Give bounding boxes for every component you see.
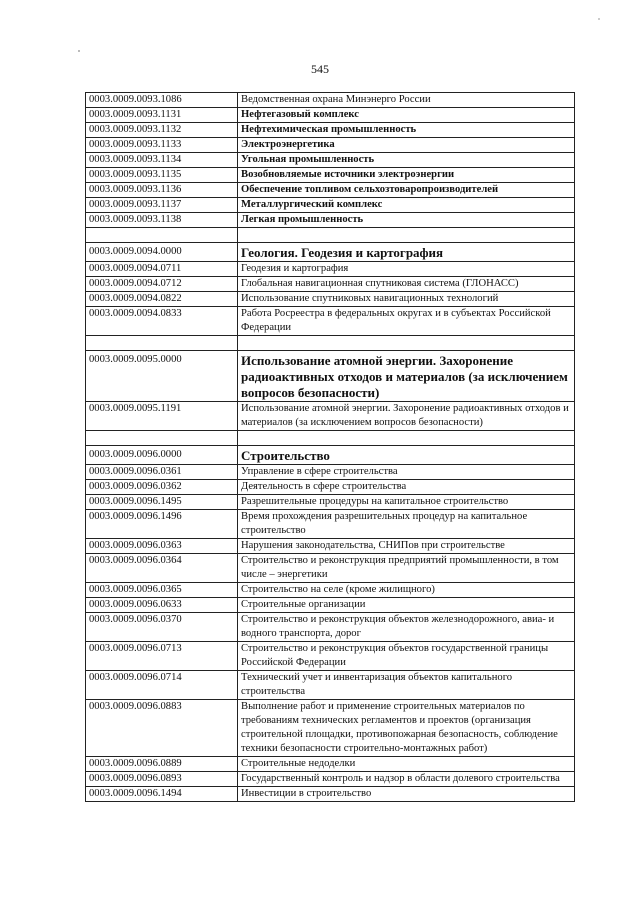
table-row	[86, 700, 575, 757]
code-cell	[86, 336, 238, 351]
code-cell: 0003.0009.0096.0365	[86, 583, 238, 598]
code-cell: 0003.0009.0093.1131	[86, 108, 238, 123]
table-row	[86, 183, 575, 198]
name-cell: Разрешительные процедуры на капитальное строительство	[238, 495, 575, 510]
code-cell: 0003.0009.0093.1136	[86, 183, 238, 198]
table-row	[86, 402, 575, 431]
table-row	[86, 262, 575, 277]
section-title-cell: Использование атомной энергии. Захоронение радиоактивных отходов и материалов (за исключением вопросов безопасности)	[238, 351, 575, 402]
classifier-table	[85, 92, 575, 802]
name-cell: Деятельность в сфере строительства	[238, 480, 575, 495]
section-heading-row	[86, 351, 575, 402]
table-row	[86, 554, 575, 583]
name-cell: Инвестиции в строительство	[238, 787, 575, 802]
table-row	[86, 292, 575, 307]
classifier-table-body	[86, 93, 575, 802]
table-row	[86, 465, 575, 480]
table-row	[86, 772, 575, 787]
table-row	[86, 583, 575, 598]
name-cell: Строительство и реконструкция объектов железнодорожного, авиа- и водного транспорта, дорог	[238, 613, 575, 642]
table-row	[86, 787, 575, 802]
code-cell: 0003.0009.0096.0364	[86, 554, 238, 583]
code-cell: 0003.0009.0096.1494	[86, 787, 238, 802]
code-cell: 0003.0009.0096.0893	[86, 772, 238, 787]
code-cell: 0003.0009.0093.1137	[86, 198, 238, 213]
name-cell: Ведомственная охрана Минэнерго России	[238, 93, 575, 108]
name-cell	[238, 228, 575, 243]
table-row	[86, 138, 575, 153]
table-row	[86, 123, 575, 138]
code-cell: 0003.0009.0095.1191	[86, 402, 238, 431]
name-cell: Строительство на селе (кроме жилищного)	[238, 583, 575, 598]
name-cell: Работа Росреестра в федеральных округах и в субъектах Российской Федерации	[238, 307, 575, 336]
section-title-cell: Строительство	[238, 446, 575, 465]
section-heading-row	[86, 243, 575, 262]
page-number: 545	[311, 62, 329, 76]
code-cell: 0003.0009.0096.0883	[86, 700, 238, 757]
code-cell: 0003.0009.0093.1134	[86, 153, 238, 168]
table-row	[86, 277, 575, 292]
scan-speck	[598, 18, 600, 20]
code-cell: 0003.0009.0094.0822	[86, 292, 238, 307]
name-cell	[238, 336, 575, 351]
code-cell: 0003.0009.0094.0000	[86, 243, 238, 262]
code-cell: 0003.0009.0093.1133	[86, 138, 238, 153]
table-row	[86, 108, 575, 123]
code-cell: 0003.0009.0096.0000	[86, 446, 238, 465]
table-row	[86, 480, 575, 495]
name-cell: Использование спутниковых навигационных технологий	[238, 292, 575, 307]
name-cell: Металлургический комплекс	[238, 198, 575, 213]
code-cell: 0003.0009.0093.1135	[86, 168, 238, 183]
code-cell: 0003.0009.0096.0361	[86, 465, 238, 480]
section-title-cell: Геология. Геодезия и картография	[238, 243, 575, 262]
name-cell: Строительные организации	[238, 598, 575, 613]
table-row	[86, 671, 575, 700]
name-cell: Время прохождения разрешительных процедур на капитальное строительство	[238, 510, 575, 539]
code-cell: 0003.0009.0096.0362	[86, 480, 238, 495]
code-cell: 0003.0009.0096.1495	[86, 495, 238, 510]
code-cell: 0003.0009.0094.0833	[86, 307, 238, 336]
name-cell: Возобновляемые источники электроэнергии	[238, 168, 575, 183]
table-row	[86, 213, 575, 228]
table-row	[86, 642, 575, 671]
table-row	[86, 598, 575, 613]
code-cell: 0003.0009.0093.1138	[86, 213, 238, 228]
name-cell	[238, 431, 575, 446]
code-cell	[86, 228, 238, 243]
table-row	[86, 757, 575, 772]
name-cell: Угольная промышленность	[238, 153, 575, 168]
name-cell: Строительство и реконструкция предприятий промышленности, в том числе – энергетики	[238, 554, 575, 583]
code-cell: 0003.0009.0094.0711	[86, 262, 238, 277]
name-cell: Легкая промышленность	[238, 213, 575, 228]
name-cell: Строительные недоделки	[238, 757, 575, 772]
code-cell: 0003.0009.0096.0370	[86, 613, 238, 642]
code-cell: 0003.0009.0096.0714	[86, 671, 238, 700]
table-row	[86, 198, 575, 213]
table-row	[86, 510, 575, 539]
code-cell: 0003.0009.0095.0000	[86, 351, 238, 402]
spacer-row	[86, 336, 575, 351]
table-row	[86, 153, 575, 168]
name-cell: Нарушения законодательства, СНИПов при строительстве	[238, 539, 575, 554]
code-cell: 0003.0009.0093.1132	[86, 123, 238, 138]
name-cell: Использование атомной энергии. Захоронение радиоактивных отходов и материалов (за исключением вопросов безопасности)	[238, 402, 575, 431]
code-cell	[86, 431, 238, 446]
name-cell: Строительство и реконструкция объектов государственной границы Российской Федерации	[238, 642, 575, 671]
table-row	[86, 495, 575, 510]
name-cell: Электроэнергетика	[238, 138, 575, 153]
table-row	[86, 93, 575, 108]
name-cell: Глобальная навигационная спутниковая система (ГЛОНАСС)	[238, 277, 575, 292]
name-cell: Обеспечение топливом сельхозтоваропроизводителей	[238, 183, 575, 198]
code-cell: 0003.0009.0096.0363	[86, 539, 238, 554]
code-cell: 0003.0009.0093.1086	[86, 93, 238, 108]
code-cell: 0003.0009.0096.0633	[86, 598, 238, 613]
code-cell: 0003.0009.0096.0889	[86, 757, 238, 772]
table-row	[86, 168, 575, 183]
name-cell: Нефтехимическая промышленность	[238, 123, 575, 138]
name-cell: Геодезия и картография	[238, 262, 575, 277]
name-cell: Нефтегазовый комплекс	[238, 108, 575, 123]
code-cell: 0003.0009.0096.1496	[86, 510, 238, 539]
spacer-row	[86, 228, 575, 243]
code-cell: 0003.0009.0096.0713	[86, 642, 238, 671]
table-row	[86, 613, 575, 642]
code-cell: 0003.0009.0094.0712	[86, 277, 238, 292]
section-heading-row	[86, 446, 575, 465]
table-row	[86, 539, 575, 554]
table-row	[86, 307, 575, 336]
spacer-row	[86, 431, 575, 446]
scan-speck	[78, 50, 80, 52]
name-cell: Государственный контроль и надзор в области долевого строительства	[238, 772, 575, 787]
name-cell: Выполнение работ и применение строительных материалов по требованиям технических регламентов и проектов (организация строительной площадки, противопожарная безопасность, соблюдение техники безопасности строительно-монтажных работ)	[238, 700, 575, 757]
name-cell: Технический учет и инвентаризация объектов капитального строительства	[238, 671, 575, 700]
name-cell: Управление в сфере строительства	[238, 465, 575, 480]
